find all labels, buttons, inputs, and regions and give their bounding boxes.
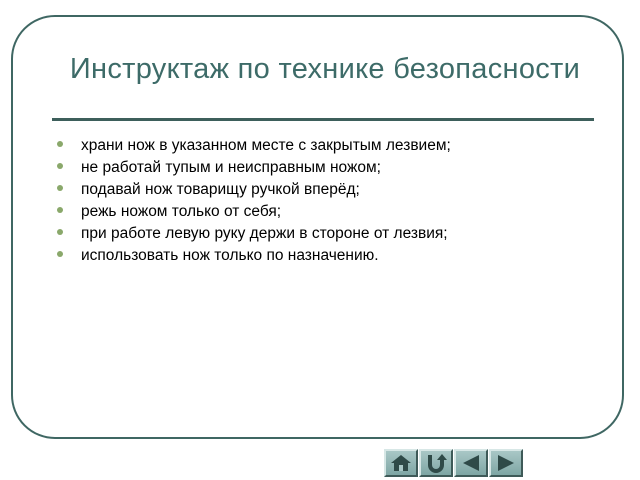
bullet-text: использовать нож только по назначению.	[81, 247, 379, 264]
return-button[interactable]	[419, 449, 453, 477]
bullet-text: храни нож в указанном месте с закрытым лезвием;	[81, 137, 451, 154]
bullet-list	[57, 137, 451, 269]
next-icon	[495, 453, 517, 473]
bullet-icon	[57, 251, 63, 257]
bullet-icon	[57, 163, 63, 169]
list-item	[57, 203, 451, 225]
bullet-icon	[57, 141, 63, 147]
bullet-text: не работай тупым и неисправным ножом;	[81, 159, 381, 176]
bullet-text: подавай нож товарищу ручкой вперёд;	[81, 181, 360, 198]
title-divider	[52, 118, 594, 121]
bullet-icon	[57, 229, 63, 235]
list-item	[57, 247, 451, 269]
bullet-text: при работе левую руку держи в стороне от лезвия;	[81, 225, 448, 242]
list-item	[57, 137, 451, 159]
previous-button[interactable]	[454, 449, 488, 477]
slide-navigation	[384, 449, 523, 477]
list-item	[57, 181, 451, 203]
home-button[interactable]	[384, 449, 418, 477]
bullet-icon	[57, 185, 63, 191]
list-item	[57, 159, 451, 181]
home-icon	[389, 453, 413, 473]
next-button[interactable]	[489, 449, 523, 477]
return-icon	[425, 453, 447, 473]
previous-icon	[460, 453, 482, 473]
bullet-text: режь ножом только от себя;	[81, 203, 282, 220]
slide-title: Инструктаж по технике безопасности	[69, 53, 581, 85]
list-item	[57, 225, 451, 247]
bullet-icon	[57, 207, 63, 213]
